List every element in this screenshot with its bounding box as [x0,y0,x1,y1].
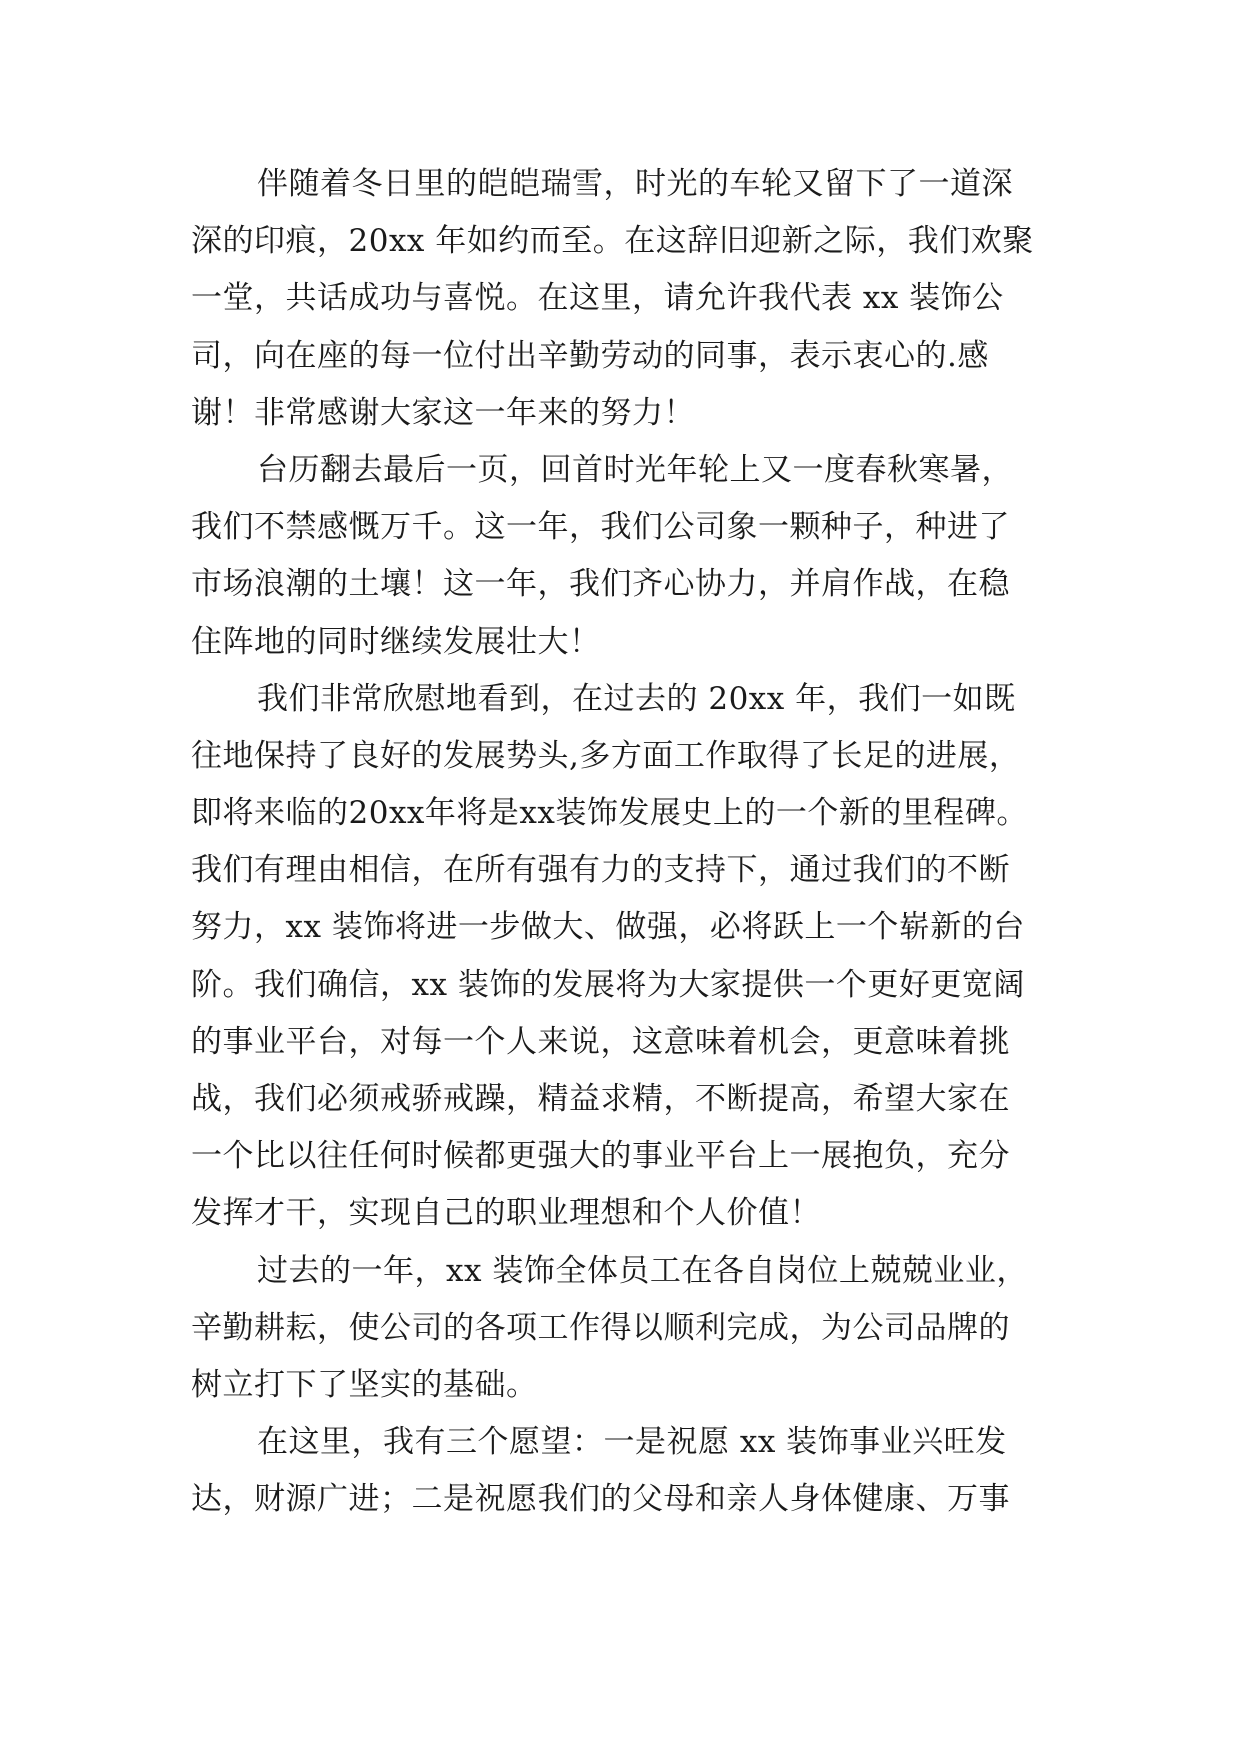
text-line: 台历翻去最后一页，回首时光年轮上又一度春秋寒暑， [257,451,1013,488]
text-line: 树立打下了坚实的基础。 [191,1366,538,1403]
text-line: 一个比以往任何时候都更强大的事业平台上一展抱负，充分 [191,1138,1010,1175]
text-line: 住阵地的同时继续发展壮大！ [191,623,601,660]
text-line: 深的印痕，20xx 年如约而至。在这辞旧迎新之际，我们欢聚 [191,223,1034,260]
paragraph-1 [191,156,1071,442]
text-line: 一堂，共话成功与喜悦。在这里，请允许我代表 xx 装饰公 [191,280,1004,317]
text-line: 的事业平台，对每一个人来说，这意味着机会，更意味着挑 [191,1023,1010,1060]
text-line: 在这里，我有三个愿望：一是祝愿 xx 装饰事业兴旺发 [257,1424,1007,1461]
text-line: 即将来临的20xx年将是xx装饰发展史上的一个新的里程碑。 [191,795,1028,832]
text-line: 我们有理由相信，在所有强有力的支持下，通过我们的不断 [191,852,1010,889]
text-line: 我们不禁感慨万千。这一年，我们公司象一颗种子，种进了 [191,509,1010,546]
text-line: 谢！非常感谢大家这一年来的努力！ [191,394,695,431]
text-line: 辛勤耕耘，使公司的各项工作得以顺利完成，为公司品牌的 [191,1309,1010,1346]
text-line: 我们非常欣慰地看到，在过去的 20xx 年，我们一如既 [257,680,1016,717]
text-line: 伴随着冬日里的皑皑瑞雪，时光的车轮又留下了一道深 [257,166,1013,202]
text-line: 战，我们必须戒骄戒躁，精益求精，不断提高，希望大家在 [191,1081,1010,1117]
paragraph-5 [191,1414,1071,1528]
text-line: 阶。我们确信，xx 装饰的发展将为大家提供一个更好更宽阔 [191,966,1025,1003]
text-line: 司，向在座的每一位付出辛勤劳动的同事，表示衷心的.感 [191,337,989,374]
text-line: 达，财源广进；二是祝愿我们的父母和亲人身体健康、万事 [191,1481,1010,1518]
paragraph-4 [191,1243,1071,1415]
text-line: 过去的一年，xx 装饰全体员工在各自岗位上兢兢业业， [257,1252,1028,1289]
text-line: 市场浪潮的土壤！这一年，我们齐心协力，并肩作战，在稳 [191,566,1010,603]
text-line: 发挥才干，实现自己的职业理想和个人价值！ [191,1195,821,1232]
paragraph-3 [191,671,1071,1243]
text-line: 努力，xx 装饰将进一步做大、做强，必将跃上一个崭新的台 [191,909,1025,946]
paragraph-2 [191,442,1071,671]
document-body [191,156,1071,1529]
text-line: 往地保持了良好的发展势头,多方面工作取得了长足的进展， [191,737,1021,774]
